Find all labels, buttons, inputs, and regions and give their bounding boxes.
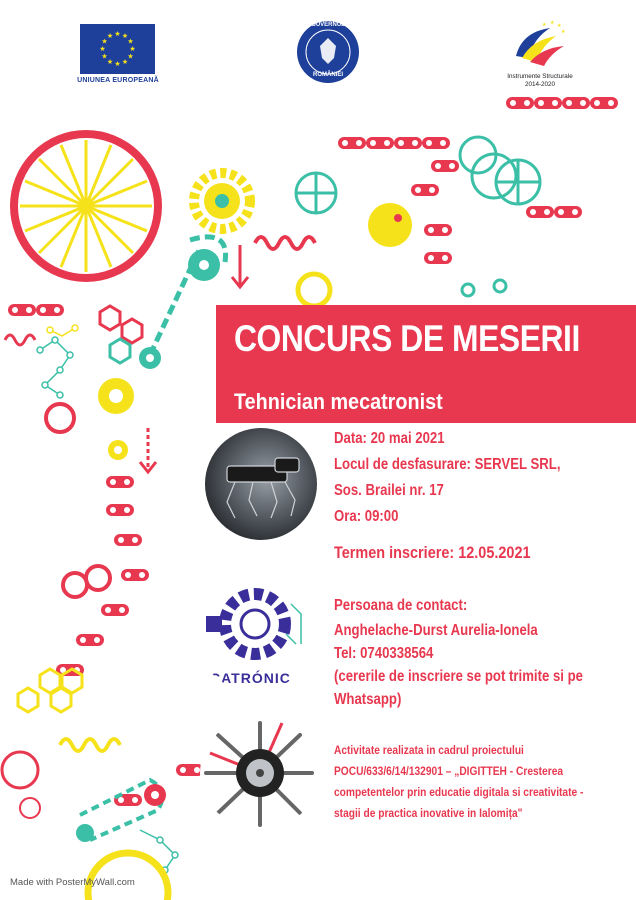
svg-text:★: ★ [101,52,108,61]
svg-text:★: ★ [557,23,562,29]
gov-label-bottom: ROMÂNIEI [313,72,343,78]
mecatronic-logo-text: CATRÓNIC [210,670,291,686]
page-title: CONCURS DE MESERII [234,318,580,359]
contact-heading: Persoana de contact: [334,597,468,614]
red-wheel-icon [14,134,158,278]
event-location-line1: Locul de desfasurare: SERVEL SRL, [334,456,561,473]
svg-text:★: ★ [550,20,555,26]
red-zigzag-icon [255,237,315,249]
project-line3: competentelor prin educatie digitala si creativitate - [334,785,584,799]
event-date: Data: 20 mai 2021 [334,430,445,447]
chip-icon [206,616,222,632]
registration-deadline: Termen inscriere: 12.05.2021 [334,543,531,562]
romanian-government-logo [296,20,360,84]
car-parts-photo [200,717,320,829]
project-line2: POCU/633/6/14/132901 – „DIGITTEH - Cresterea [334,764,564,778]
contact-note-line1: (cererile de inscriere se pot trimite si pe [334,668,583,685]
page-subtitle: Tehnician mecatronist [234,389,443,414]
contact-phone: Tel: 0740338564 [334,645,434,662]
project-line1: Activitate realizata in cadrul proiectului [334,743,524,757]
svg-text:★: ★ [106,58,114,66]
svg-text:★: ★ [542,22,547,28]
teal-chain-loop-icon [139,237,226,369]
svg-text:★: ★ [121,32,129,40]
contact-name: Anghelache-Durst Aurelia-Ionela [334,622,538,639]
svg-text:★: ★ [129,45,136,53]
svg-text:★: ★ [127,37,134,46]
gov-label-top: GUVERNUL [311,22,345,28]
svg-text:★: ★ [101,37,108,46]
svg-text:★: ★ [99,45,106,53]
structural-instruments-label [500,73,580,89]
yellow-gear-icon [194,173,250,229]
eu-flag-logo [80,24,155,74]
structural-label-line1: Instrumente Structurale [507,73,573,80]
eu-stars-icon [80,24,155,74]
contact-note-line2: Whatsapp) [334,691,402,708]
event-time: Ora: 09:00 [334,508,399,525]
svg-text:★: ★ [114,30,121,38]
svg-text:★: ★ [561,29,566,35]
mecatronic-logo [196,574,314,692]
project-line4: stagii de practica inovative in Ialomița" [334,806,523,820]
robot-photo [205,428,317,540]
structural-instruments-logo [512,18,568,70]
svg-text:★: ★ [127,52,134,61]
event-location-line2: Sos. Brailei nr. 17 [334,482,444,499]
svg-text:★: ★ [121,58,129,66]
yellow-dot-icon [368,203,412,247]
eu-label: UNIUNEA EUROPEANĂ [77,77,159,84]
footer-credit: Made with PosterMyWall.com [10,877,135,888]
structural-label-line2: 2014-2020 [524,81,556,88]
svg-text:★: ★ [106,32,114,40]
svg-text:★: ★ [114,60,121,68]
